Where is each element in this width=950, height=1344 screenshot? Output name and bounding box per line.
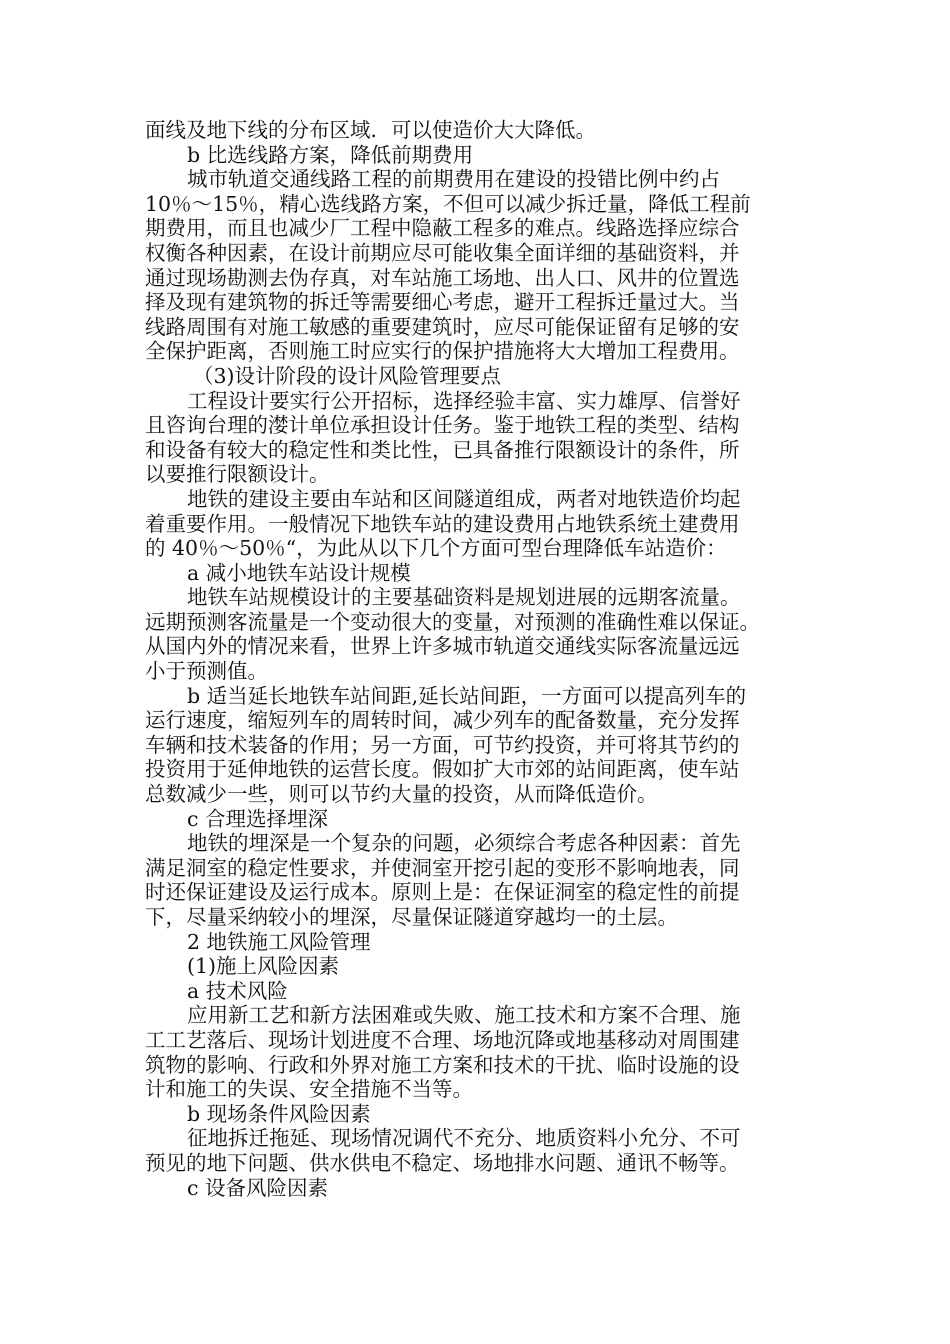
paragraph-line: 面线及地下线的分布区域．可以使造价大大降低。 — [145, 118, 596, 142]
paragraph-line: 下，尽量采纳较小的埋深，尽量保证隧道穿越均一的土层。 — [145, 905, 678, 929]
paragraph-line-indented: 应用新工艺和新方法困难或失败、施工技术和方案不合理、施 — [187, 1003, 741, 1028]
paragraph-line-indented: (1)施上风险因素 — [187, 954, 340, 979]
paragraph-line: 的 40％～50％“，为此从以下几个方面可型台理降低车站造价： — [145, 536, 727, 561]
paragraph-line-indented: （3)设计阶段的设计风险管理要点 — [193, 363, 502, 388]
paragraph-line: 小于预测值。 — [145, 659, 268, 684]
paragraph-line: 和设备有较大的稳定性和类比性，已具备推行限额设计的条件，所 — [145, 437, 740, 462]
paragraph-line: 线路周围有对施工敏感的重要建筑时，应尽可能保证留有足够的安 — [145, 314, 740, 339]
paragraph-line: 通过现场勘测去伪存真，对车站施工场地、出人口、风井的位置选 — [145, 265, 740, 290]
paragraph-line: 计和施工的失误、安全措施不当等。 — [145, 1077, 473, 1102]
paragraph-line-indented: 工程设计要实行公开招标，选择经验丰富、实力雄厚、信誉好 — [187, 388, 741, 413]
paragraph-line-indented: 征地拆迁拖延、现场情况调代不充分、地质资料小允分、不可 — [187, 1126, 741, 1151]
paragraph-line: 从国内外的情况来看，世界上许多城市轨道交通线实际客流量远远 — [145, 634, 740, 659]
paragraph-line: 着重要作用。一般情况下地铁车站的建设费用占地铁系统土建费用 — [145, 511, 740, 536]
paragraph-line: 满足洞室的稳定性要求，并使洞室开挖引起的变形不影响地表，同 — [145, 855, 740, 880]
paragraph-line-indented: c 设备风险因素 — [187, 1175, 328, 1200]
document-body — [145, 118, 805, 1200]
paragraph-line: 10％～15％，精心选线路方案，不但可以减少拆迁量，降低工程前 — [145, 191, 751, 216]
paragraph-line: 工工艺落后、现场计划进度不合理、场地沉降或地基移动对周围建 — [145, 1027, 740, 1052]
paragraph-line: 以要推行限额设计。 — [145, 462, 330, 487]
paragraph-line-indented: a 技术风险 — [187, 978, 288, 1003]
paragraph-line: 投资用于延伸地铁的运营长度。假如扩大市郊的站间距离，使车站 — [145, 757, 740, 782]
paragraph-line-indented: 地铁的埋深是一个复杂的问题，必须综合考虑各种因素：首先 — [187, 831, 741, 856]
paragraph-line-indented: 2 地铁施工风险管理 — [187, 929, 371, 954]
paragraph-line: 择及现有建筑物的拆迁等需要细心考虑，避开工程拆迁量过大。当 — [145, 290, 740, 315]
paragraph-line: 全保护距离，否则施工时应实行的保护措施将大大增加工程费用。 — [145, 339, 740, 364]
paragraph-line: 运行速度，缩短列车的周转时间，减少列车的配备数量，充分发挥 — [145, 708, 740, 733]
paragraph-line: 期费用，而且也减少厂工程中隐蔽工程多的难点。线路选择应综合 — [145, 216, 740, 241]
paragraph-line: 车辆和技术装备的作用；另一方面，可节约投资，并可将其节约的 — [145, 732, 740, 757]
paragraph-line: 时还保证建设及运行成本。原则上是：在保证洞室的稳定性的前提 — [145, 880, 740, 905]
paragraph-line: 总数减少一些，则可以节约大量的投资，从而降低造价。 — [145, 782, 658, 807]
paragraph-line-indented: 地铁车站规模设计的主要基础资料是规划进展的远期客流量。 — [187, 585, 741, 610]
paragraph-line: 且咨询台理的漤计单位承担设计任务。鉴于地铁工程的类型、结构 — [145, 413, 740, 438]
paragraph-line: 权衡各种因素，在设计前期应尽可能收集全面详细的基础资料，并 — [145, 240, 740, 265]
paragraph-line-indented: 城市轨道交通线路工程的前期费用在建设的投错比例中约占 — [187, 167, 720, 192]
paragraph-line-indented: b 比选线路方案，降低前期费用 — [187, 142, 474, 167]
paragraph-line-indented: c 合理选择埋深 — [187, 806, 328, 831]
paragraph-line-indented: b 现场条件风险因素 — [187, 1101, 371, 1126]
paragraph-line: 筑物的影响、行政和外界对施工方案和技术的干扰、临时设施的设 — [145, 1052, 740, 1077]
paragraph-line-indented: a 减小地铁车站设计规模 — [187, 560, 411, 585]
paragraph-line-indented: b 适当延长地铁车站间距,延长站间距，一方面可以提高列车的 — [187, 683, 747, 708]
paragraph-line: 预见的地下问题、供水供电不稳定、场地排水问题、通讯不畅等。 — [145, 1150, 740, 1175]
paragraph-line: 远期预测客流量是一个变动很大的变量，对预测的准确性难以保证。 — [145, 609, 760, 634]
paragraph-line-indented: 地铁的建设主要由车站和区间隧道组成，两者对地铁造价均起 — [187, 486, 741, 511]
